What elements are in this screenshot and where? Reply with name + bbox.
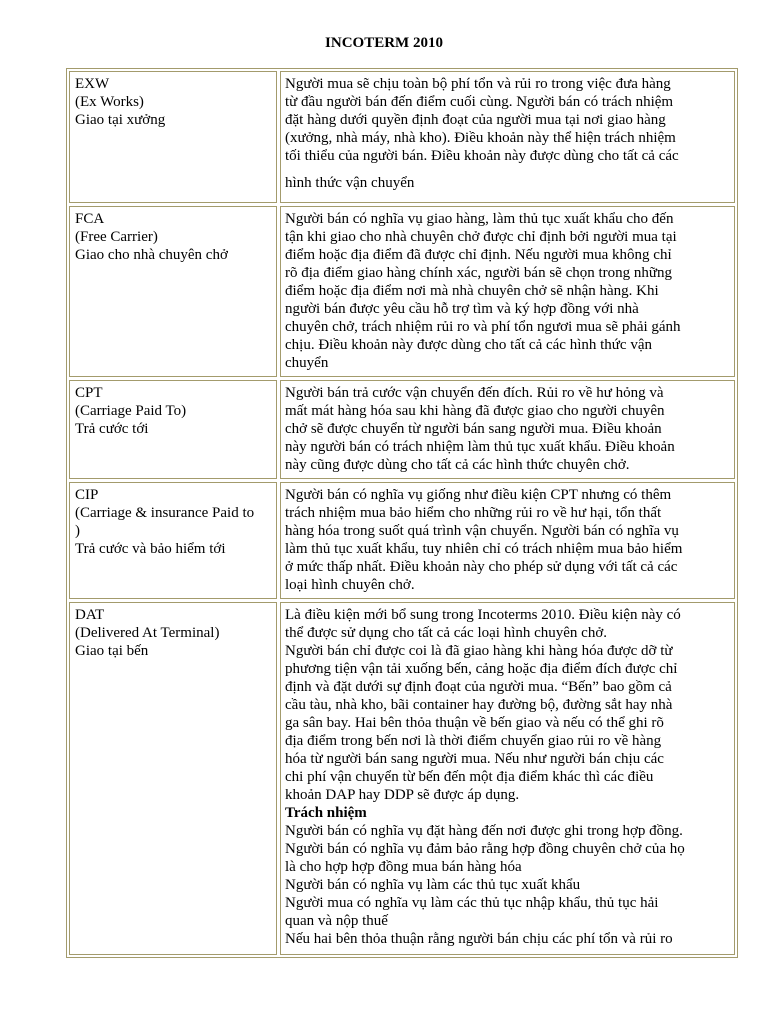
description-line: đặt hàng dưới quyền định đoạt của người mua tại nơi giao hàng xyxy=(285,112,666,128)
description-line: này cũng được dùng cho tất cả các hình thức chuyên chở. xyxy=(285,457,630,473)
term-name-cell xyxy=(69,71,277,203)
description-line: chuyển xyxy=(285,355,329,371)
responsibility-line: Người bán có nghĩa vụ đảm bảo rằng hợp đồng chuyên chở của họ xyxy=(285,841,685,857)
incoterms-table xyxy=(66,68,738,958)
description-line: trách nhiệm mua bảo hiểm cho những rủi ro về hư hại, tổn thất xyxy=(285,505,662,521)
term-english-name: (Carriage Paid To) xyxy=(75,403,187,419)
description-line: điểm hoặc địa điểm đã được chỉ định. Nếu người mua không chỉ xyxy=(285,247,672,263)
description-line: hàng hóa trong suốt quá trình vận chuyển. Người bán có nghĩa vụ xyxy=(285,523,679,539)
description-line: phương tiện vận tải xuống bến, cảng hoặc địa điểm đích được chỉ xyxy=(285,661,678,677)
table-row-cpt xyxy=(69,380,735,479)
description-line: người bán được yêu cầu hỗ trợ tìm và ký hợp đồng với nhà xyxy=(285,301,639,317)
description-line: cầu tàu, nhà kho, bãi container hay đường bộ, đường sắt hay nhà xyxy=(285,697,673,713)
responsibility-line: Người bán có nghĩa vụ đặt hàng đến nơi được ghi trong hợp đồng. xyxy=(285,823,683,839)
table-row-dat xyxy=(69,602,735,955)
description-line: ở mức thấp nhất. Điều khoản này cho phép sử dụng với tất cả các xyxy=(285,559,678,575)
term-code: CIP xyxy=(75,487,99,503)
description-line: mất mát hàng hóa sau khi hàng đã được giao cho người chuyên xyxy=(285,403,665,419)
description-line: Người bán trả cước vận chuyển đến đích. Rủi ro về hư hỏng và xyxy=(285,385,664,401)
term-vietnamese-name: Trả cước và bảo hiểm tới xyxy=(75,541,226,557)
term-english-name: (Free Carrier) xyxy=(75,229,158,245)
term-name-cell xyxy=(69,602,277,955)
description-line: chi phí vận chuyển từ bến đến một địa điểm khác thì các điều xyxy=(285,769,654,785)
term-description-cell xyxy=(280,482,735,599)
description-line: ga sân bay. Hai bên thỏa thuận về bến giao và nếu có thể ghi rõ xyxy=(285,715,664,731)
term-description-cell xyxy=(280,71,735,203)
description-line: Là điều kiện mới bổ sung trong Incoterms 2010. Điều kiện này có xyxy=(285,607,681,623)
responsibility-line: Nếu hai bên thỏa thuận rằng người bán chịu các phí tổn và rủi ro xyxy=(285,931,673,947)
term-english-name: (Delivered At Terminal) xyxy=(75,625,220,641)
responsibility-heading: Trách nhiệm xyxy=(285,805,367,821)
term-vietnamese-name: Trả cước tới xyxy=(75,421,149,437)
term-name-cell xyxy=(69,206,277,377)
description-line: từ đầu người bán đến điểm cuối cùng. Người bán có trách nhiệm xyxy=(285,94,674,110)
term-english-name: (Ex Works) xyxy=(75,94,144,110)
term-code: FCA xyxy=(75,211,105,227)
description-line: định và đặt dưới sự định đoạt của người mua. “Bến” bao gồm cả xyxy=(285,679,672,695)
description-line: địa điểm trong bến nơi là thời điểm chuyển giao rủi ro về hàng xyxy=(285,733,662,749)
term-description-cell xyxy=(280,206,735,377)
responsibility-line: Người mua có nghĩa vụ làm các thủ tục nhập khẩu, thủ tục hải xyxy=(285,895,659,911)
term-english-name: (Carriage & insurance Paid to xyxy=(75,505,255,521)
description-line: điểm hoặc địa điểm nơi mà nhà chuyên chở sẽ nhận hàng. Khi xyxy=(285,283,659,299)
description-line: (xưởng, nhà máy, nhà kho). Điều khoản này thể hiện trách nhiệm xyxy=(285,130,676,146)
description-line: tối thiểu của người bán. Điều khoản này được dùng cho tất cả các xyxy=(285,148,679,164)
term-name-cell xyxy=(69,482,277,599)
description-line: Người bán chỉ được coi là đã giao hàng khi hàng hóa được dỡ từ xyxy=(285,643,673,659)
table-row-exw xyxy=(69,71,735,203)
description-line: rõ địa điểm giao hàng chính xác, người bán sẽ chọn trong những xyxy=(285,265,673,281)
term-code: DAT xyxy=(75,607,105,623)
responsibility-line: Người bán có nghĩa vụ làm các thủ tục xuất khẩu xyxy=(285,877,581,893)
term-vietnamese-name: Giao cho nhà chuyên chở xyxy=(75,247,228,263)
term-name-cell xyxy=(69,380,277,479)
responsibility-line: quan và nộp thuế xyxy=(285,913,388,929)
responsibility-line: là cho hợp hợp đồng mua bán hàng hóa xyxy=(285,859,522,875)
description-line: chịu. Điều khoản này được dùng cho tất cả các hình thức vận xyxy=(285,337,652,353)
description-line: tận khi giao cho nhà chuyên chở được chỉ định bởi người mua tại xyxy=(285,229,677,245)
term-english-name-continued: ) xyxy=(75,523,80,539)
description-line: này người bán có trách nhiệm làm thủ tục xuất khẩu. Điều khoản xyxy=(285,439,675,455)
term-vietnamese-name: Giao tại xưởng xyxy=(75,112,166,128)
term-description-cell xyxy=(280,602,735,955)
description-line: Người bán có nghĩa vụ giao hàng, làm thủ tục xuất khẩu cho đến xyxy=(285,211,674,227)
description-line: khoản DAP hay DDP sẽ được áp dụng. xyxy=(285,787,520,803)
description-line: chuyên chở, trách nhiệm rủi ro và phí tổn ngươi mua sẽ phải gánh xyxy=(285,319,681,335)
description-line: hình thức vận chuyển xyxy=(285,175,415,191)
description-line: chở sẽ được chuyển từ người bán sang người mua. Điều khoản xyxy=(285,421,662,437)
term-vietnamese-name: Giao tại bến xyxy=(75,643,149,659)
description-line: loại hình chuyên chở. xyxy=(285,577,415,593)
term-description-cell xyxy=(280,380,735,479)
page-title: INCOTERM 2010 xyxy=(325,35,443,51)
description-line: Người bán có nghĩa vụ giống như điều kiện CPT nhưng có thêm xyxy=(285,487,672,503)
description-line: Người mua sẽ chịu toàn bộ phí tổn và rủi ro trong việc đưa hàng xyxy=(285,76,671,92)
description-line: thể được sử dụng cho tất cả các loại hình chuyên chở. xyxy=(285,625,608,641)
description-line: hóa từ người bán sang người mua. Nếu như người bán chịu các xyxy=(285,751,664,767)
term-code: CPT xyxy=(75,385,103,401)
description-line: làm thủ tục xuất khẩu, tuy nhiên chỉ có trách nhiệm mua bảo hiểm xyxy=(285,541,683,557)
table-row-cip xyxy=(69,482,735,599)
term-code: EXW xyxy=(75,76,110,92)
table-row-fca xyxy=(69,206,735,377)
